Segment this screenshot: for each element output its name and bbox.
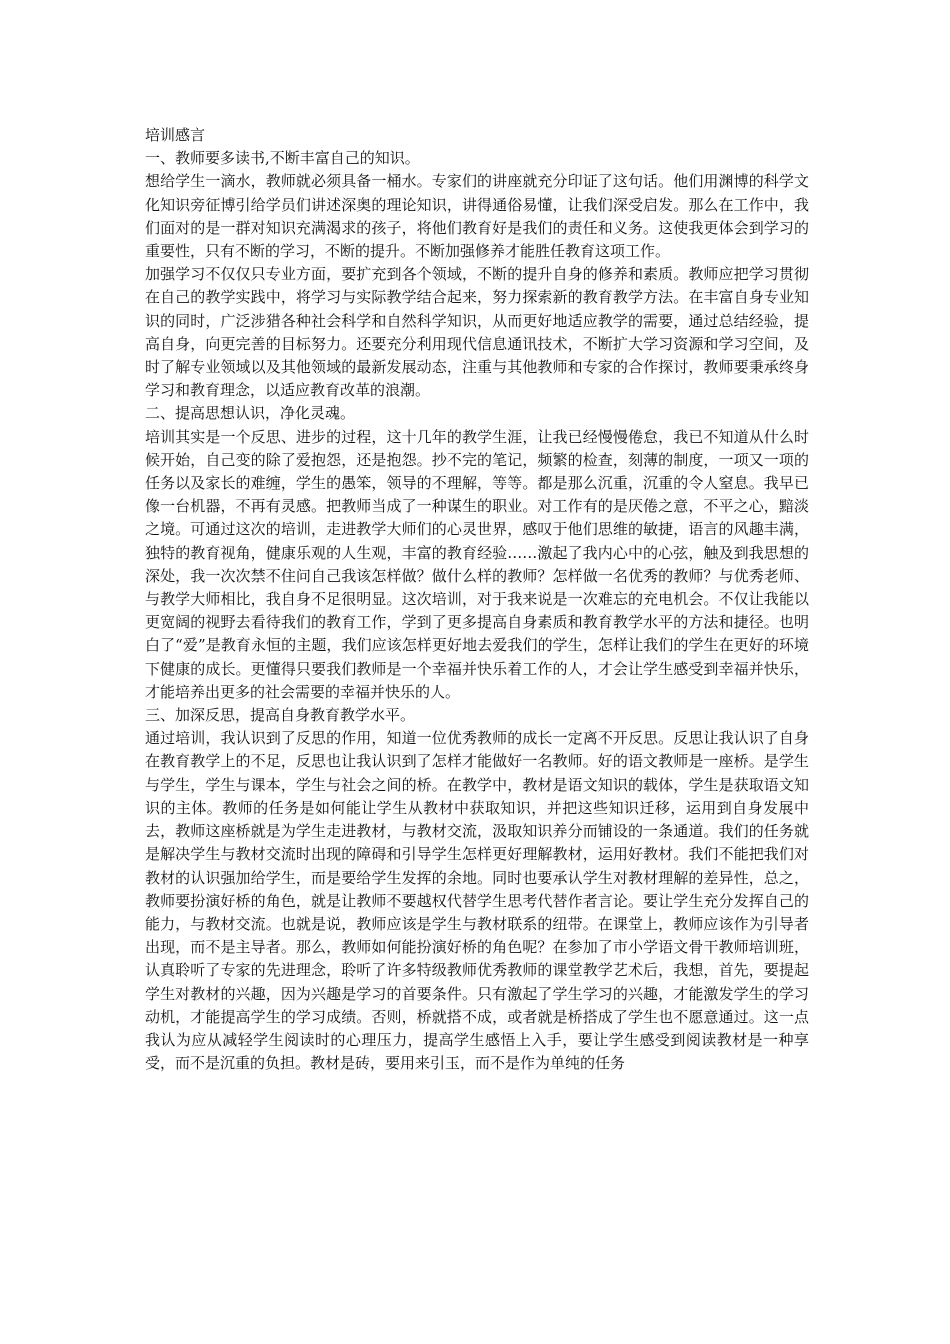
section-heading-3: 三、加深反思，提高自身教育教学水平。 (145, 706, 416, 725)
section-1-paragraph-2: 加强学习不仅仅只专业方面，要扩充到各个领域，不断的提升自身的修养和素质。教师应把学习贯彻在自己的教学实践中，将学习与实际教学结合起来，努力探索新的教育教学方法。在丰富自身专业知识的同时，广泛涉猎各种社会科学和自然科学知识，从而更好地适应教学的需要，通过总结经验，提高自身，向更完善的目标努力。还要充分利用现代信息通讯技术，不断扩大学习资源和学习空间，及时了解专业领域以及其他领域的最新发展动态，注重与其他教师和专家的合作探讨，教师要秉承终身学习和教育理念，以适应教育改革的浪潮。 (145, 265, 809, 400)
section-heading-1: 一、教师要多读书,不断丰富自己的知识。 (145, 149, 420, 168)
document-page (145, 124, 809, 1075)
section-1-paragraph-1: 想给学生一滴水，教师就必须具备一桶水。专家们的讲座就充分印证了这句话。他们用渊博的科学文化知识旁征博引给学员们讲述深奥的理论知识，讲得通俗易懂，让我们深受启发。那么在工作中，我们面对的是一群对知识充满渴求的孩子，将他们教育好是我们的责任和义务。这使我更体会到学习的重要性，只有不断的学习，不断的提升。不断加强修养才能胜任教育这项工作。 (145, 172, 809, 261)
section-2-paragraph-1: 培训其实是一个反思、进步的过程，这十几年的教学生涯，让我已经慢慢倦怠，我已不知道从什么时候开始，自己变的除了爱抱怨，还是抱怨。抄不完的笔记，频繁的检查，刻薄的制度，一项又一项的任务以及家长的难缠，学生的愚笨，领导的不理解，等等。都是那么沉重，沉重的令人窒息。我早已像一台机器，不再有灵感。把教师当成了一种谋生的职业。对工作有的是厌倦之意，不平之心，黯淡之境。可通过这次的培训，走进教学大师们的心灵世界，感叹于他们思维的敏捷，语言的风趣丰满，独特的教育视角，健康乐观的人生观，丰富的教育经验……激起了我内心中的心弦，触及到我思想的深处，我一次次禁不住问自己我该怎样做？做什么样的教师？怎样做一名优秀的教师？与优秀老师、与教学大师相比，我自身不足很明显。这次培训，对于我来说是一次难忘的充电机会。不仅让我能以更宽阔的视野去看待我们的教育工作，学到了更多提高自身素质和教育教学水平的方法和捷径。也明白了“爱”是教育永恒的主题，我们应该怎样更好地去爱我们的学生，怎样让我们的学生在更好的环境下健康的成长。更懂得只要我们教师是一个幸福并快乐着工作的人，才会让学生感受到幸福并快乐，才能培养出更多的社会需要的幸福并快乐的人。 (145, 427, 809, 701)
document-title: 培训感言 (145, 126, 206, 144)
section-3-paragraph-1: 通过培训，我认识到了反思的作用，知道一位优秀教师的成长一定离不开反思。反思让我认识了自身在教育教学上的不足，反思也让我认识到了怎样才能做好一名教师。好的语文教师是一座桥。是学生与学生，学生与课本，学生与社会之间的桥。在教学中，教材是语文知识的载体，学生是获取语文知识的主体。教师的任务是如何能让学生从教材中获取知识，并把这些知识迁移，运用到自身发展中去，教师这座桥就是为学生走进教材，与教材交流，汲取知识养分而铺设的一条通道。我们的任务就是解决学生与教材交流时出现的障碍和引导学生怎样更好理解教材，运用好教材。我们不能把我们对教材的认识强加给学生，而是要给学生发挥的余地。同时也要承认学生对教材理解的差异性，总之，教师要扮演好桥的角色，就是让教师不要越权代替学生思考代替作者言论。要让学生充分发挥自己的能力，与教材交流。也就是说，教师应该是学生与教材联系的纽带。在课堂上，教师应该作为引导者出现，而不是主导者。那么，教师如何能扮演好桥的角色呢？在参加了市小学语文骨干教师培训班，认真聆听了专家的先进理念，聆听了许多特级教师优秀教师的课堂教学艺术后，我想，首先，要提起学生对教材的兴趣，因为兴趣是学习的首要条件。只有激起了学生学习的兴趣，才能激发学生的学习动机，才能提高学生的学习成绩。否则，桥就搭不成，或者就是桥搭成了学生也不愿意通过。这一点我认为应从减轻学生阅读时的心理压力，提高学生感悟上入手，要让学生感受到阅读教材是一种享受，而不是沉重的负担。教材是砖，要用来引玉，而不是作为单纯的任务 (145, 729, 809, 1073)
section-heading-2: 二、提高思想认识，净化灵魂。 (145, 404, 356, 423)
